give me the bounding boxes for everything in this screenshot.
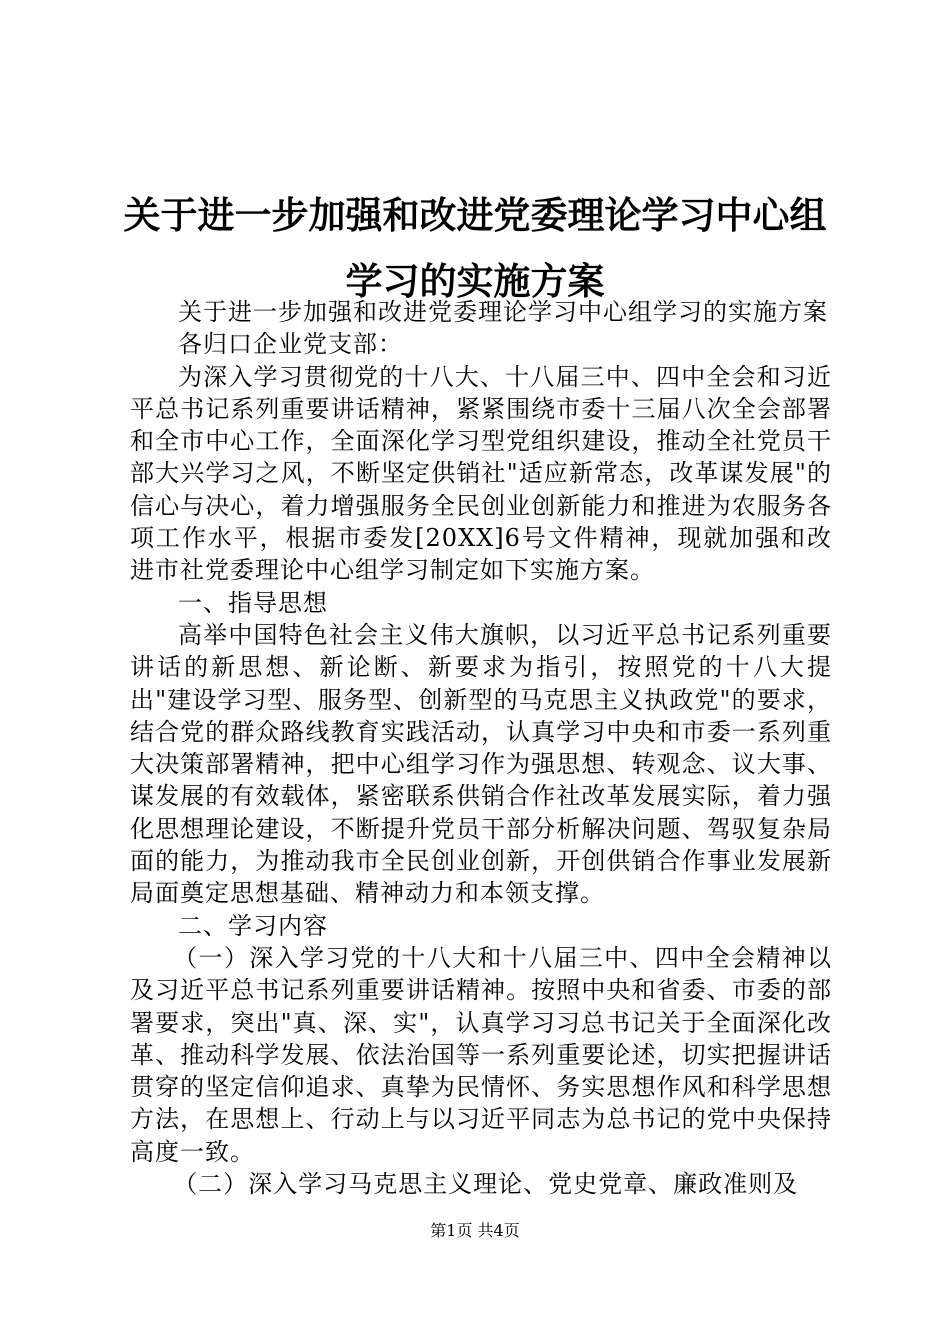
paragraph-intro: 为深入学习贯彻党的十八大、十八届三中、四中全会和习近平总书记系列重要讲话精神，紧紧围绕市委十三届八次全会部署和全市中心工作，全面深化学习型党组织建设，推动全社党员干部大兴学习之风，不断坚定供销社"适应新常态，改革谋发展"的信心与决心，着力增强服务全民创业创新能力和推进为农服务各项工作水平，根据市委发[20XX]6号文件精神，现就加强和改进市社党委理论中心组学习制定如下实施方案。 bbox=[130, 362, 832, 585]
document-body bbox=[130, 296, 832, 1200]
section-heading-study-content: 二、学习内容 bbox=[178, 911, 328, 940]
paragraph-study-item-1: （一）深入学习党的十八大和十八届三中、四中全会精神以及习近平总书记系列重要讲话精神。按照中央和省委、市委的部署要求，突出"真、深、实"，认真学习习总书记关于全面深化改革、推动科学发展、依法治国等一系列重要论述，切实把握讲话贯穿的坚定信仰追求、真挚为民情怀、务实思想作风和科学思想方法，在思想上、行动上与以习近平同志为总书记的党中央保持高度一致。 bbox=[130, 943, 832, 1166]
paragraph-salutation: 各归口企业党支部： bbox=[178, 330, 403, 359]
paragraph-heading-repeat: 关于进一步加强和改进党委理论学习中心组学习的实施方案 bbox=[178, 298, 828, 326]
document-title: 关于进一步加强和改进党委理论学习中心组学习的实施方案 bbox=[123, 193, 827, 303]
paragraph-guiding-thought: 高举中国特色社会主义伟大旗帜，以习近平总书记系列重要讲话的新思想、新论断、新要求为指引，按照党的十八大提出"建设学习型、服务型、创新型的马克思主义执政党"的要求，结合党的群众路线教育实践活动，认真学习中央和市委一系列重大决策部署精神，把中心组学习作为强思想、转观念、议大事、谋发展的有效载体，紧密联系供销合作社改革发展实际，着力强化思想理论建设，不断提升党员干部分析解决问题、驾驭复杂局面的能力，为推动我市全民创业创新，开创供销合作事业发展新局面奠定思想基础、精神动力和本领支撑。 bbox=[130, 620, 832, 908]
page-number-footer: 第1页 共4页 bbox=[430, 1221, 520, 1240]
section-heading-guiding-thought: 一、指导思想 bbox=[178, 588, 328, 617]
paragraph-study-item-2: （二）深入学习马克思主义理论、党史党章、廉政准则及 bbox=[173, 1170, 799, 1199]
